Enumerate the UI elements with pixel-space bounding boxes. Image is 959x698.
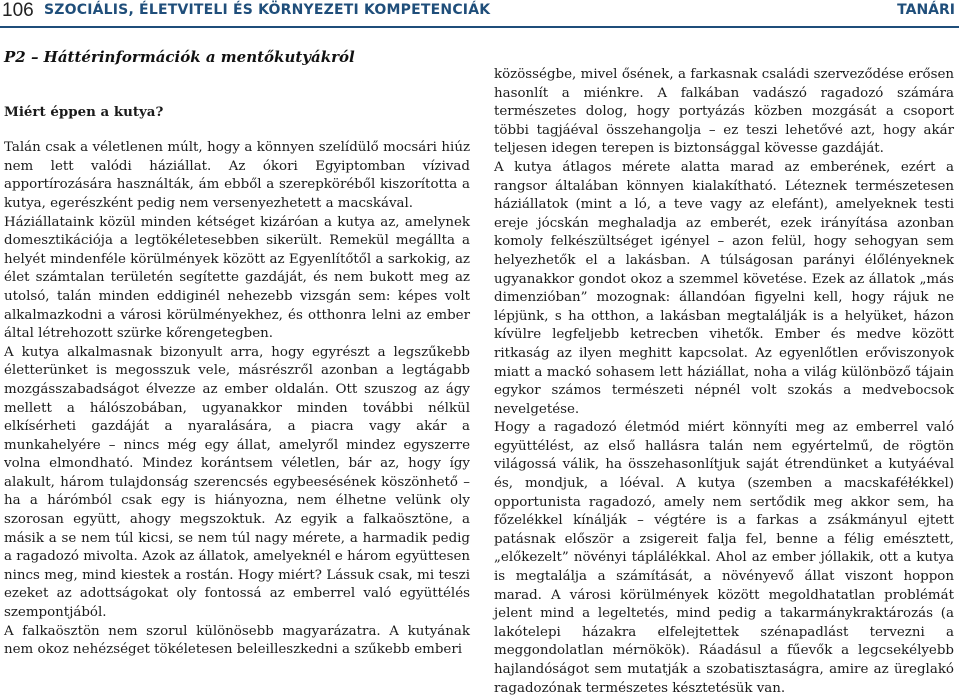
paragraph: Talán csak a véletlenen múlt, hogy a könnyen szelídülő mocsári hiúz nem lett valódi háziállat. Az ókori Egyiptomban vízivad apportírozására használták, ám ebből a szerepköréből kiszorította a kutya, egerészként pedig nem versenyezhetett a macskával. xyxy=(4,140,470,211)
right-column xyxy=(494,66,954,698)
paragraph: Háziállataink közül minden kétséget kizáróan a kutya az, amelynek domesztikációja a legtökéletesebben sikerült. Remekül megállta a helyét mindenféle körülmények között az Egyenlítőtől a sarkokig, az élet számtalan területén segítette gazdáját, és nem bukott meg az utolsó, talán minden eddiginél nehezebb vizsgán sem: képes volt alkalmazkodni a városi körülményekhez, és otthonra lelni az ember által létrehozott szürke kőrengetegben. xyxy=(4,214,470,342)
paragraph: A falkaösztön nem szorul különösebb magyarázatra. A kutyának nem okoz nehézséget tökéletesen beleilleszkedni a szűkebb emberi xyxy=(4,623,470,658)
paragraph: közösségbe, mivel ősének, a farkasnak családi szerveződése erősen hasonlít a miénkre. A falkában vadászó ragadozó számára természetes dolog, hogy portyázás közben mozgását a csoport többi tagjáéval összehangolja – ez teszi lehetővé azt, hogy akár teljesen idegen terepen is biztonsággal kövesse gazdáját. xyxy=(494,67,954,157)
paragraph: A kutya alkalmasnak bizonyult arra, hogy egyrészt a legszűkebb életterünket is megosszuk vele, másrészről azonban a legtágabb mozgásszabadságot élvezze az ember oldalán. Ott szuszog az ágy mellett a hálószobában, ugyanakkor minden további nélkül elkísérheti gazdáját a nyaralására, a piacra vagy akár a munkahelyére – nincs még egy állat, amelyről mindez egyszerre volna elmondható. Mindez korántsem véletlen, bár az, hogy így alakult, három tulajdonság szerencsés egybeesésének köszönhető – ha a hárómból csak egy is hiányozna, nem élhetne velünk oly szorosan együtt, ahogy megszoktuk. Az egyik a falkaösztöne, a másik a se nem túl kicsi, se nem túl nagy mérete, a harmadik pedig a ragadozó mivolta. Azok az állatok, amelyeknél e három együttesen nincs meg, mind kiestek a rostán. Hogy miért? Lássuk csak, mi teszi ezeket az adottságokat oly fontossá az emberrel való együttélés szempontjából. xyxy=(4,344,470,621)
paragraph: Hogy a ragadozó életmód miért könnyíti meg az emberrel való együttélést, az első hallásra talán nem egyértelmű, de rögtön világossá válik, ha összehasonlítjuk saját étrendünket a kutyáéval és, mondjuk, a lóéval. A kutya (szemben a macskaféłékkel) opportunista ragadozó, amely nem sertődik meg akkor sem, ha főzelékkel kínálják – végtére is a farkas a zsákmányul ejtett patásnak először a zsigereit falja fel, benne a félig emésztett, „előkezelt” növényi táplálékkal. Ahol az ember jóllakik, ott a kutya is megtalálja a számítását, a növényevő állat viszont hoppon marad. A városi körülmények között megoldhatatlan problémát jelent mind a legeltetés, mind pedig a takarmánykraktározás (a lakótelepi házakra elfelejtettek szénapadlást tervezni a meggondolatlan mérnökök). Ráadásul a fűevők a legcsekélyebb hajlandóságot sem mutatják a szobatisztaságra, amire az üreglakó ragadozónak természetes késztetésük van. xyxy=(494,420,954,696)
subheading: Miért éppen a kutya? xyxy=(4,103,164,120)
page-header xyxy=(0,0,959,24)
section-title: P2 – Háttérinformációk a mentőkutyákról xyxy=(4,48,355,66)
paragraph: A kutya átlagos mérete alatta marad az emberének, ezért a rangsor általában könnyen kialakítható. Léteznek természetesen háziállatok (mint a ló, a teve vagy az elefánt), amelyeknek testi ereje jócskán meghaladja az emberét, ezek irányítása azonban komoly felkészültséget igényel – azon felül, hogy sehogyan sem helyezhetők el a lakásban. A túlságosan parányi élőlényeknek ugyanakkor gondot okoz a szemmel követése. Ezek az állatok „más dimenzióban” mozognak: állandóan figyelni kell, hogy rájuk ne lépjünk, s ha otthon, a lakásban megtalálják is a helyüket, házon kívülre legfeljebb ketrecben vihetők. Ember és medve között ritkaság az ilyen meghitt kapcsolat. Az egyenlőtlen erőviszonyok miatt a mackó sohasem lett háziállat, noha a világ különböző tájain egykor számos természeti népnél volt szokás a medvebocsok nevelgetése. xyxy=(494,159,954,417)
header-rule xyxy=(0,26,959,28)
running-title: SZOCIÁLIS, ÉLETVITELI ÉS KÖRNYEZETI KOMPETENCIÁK xyxy=(44,2,491,18)
running-section-label: TANÁRI xyxy=(897,2,955,18)
page-number: 106 xyxy=(2,0,34,21)
left-column xyxy=(4,48,470,660)
